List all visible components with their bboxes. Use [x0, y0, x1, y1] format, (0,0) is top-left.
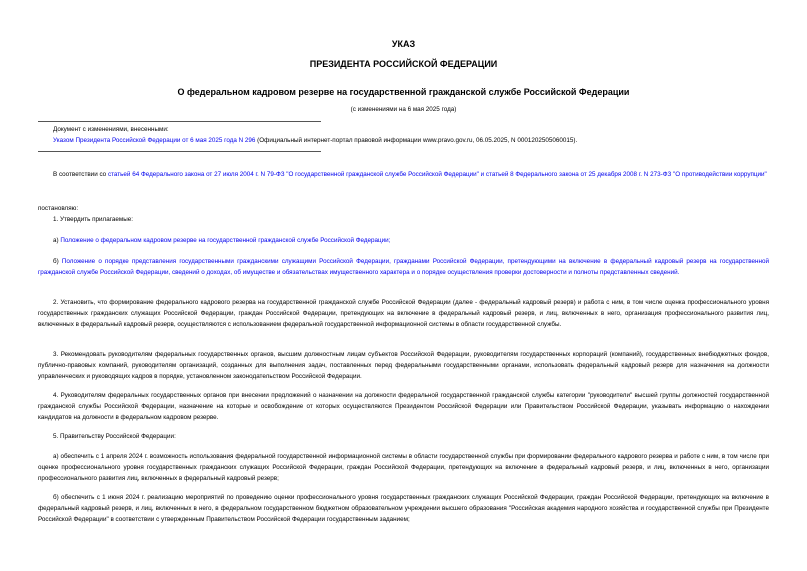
paragraph-2: 2. Установить, что формирование федерального кадрового резерва на государственной гражданской службе Российской Федерации (далее - федеральный кадровый резерв) и работа с ним, в том числе оценка профессионального уровня государственных гражданских служащих Российской Федерации, граждан Российской Федерации, претендующих на включение в федеральный кадровый резерв, и лиц, включенных в него, организация профессионального развития лиц, включенных в федеральный кадровый резерв, осуществляются с использованием федеральной государственной информационной системы в области государственной службы. — [38, 299, 769, 328]
preamble-prefix: В соответствии со — [53, 171, 108, 178]
preamble — [38, 170, 769, 181]
paragraph-1: 1. Утвердить прилагаемые: — [53, 216, 133, 223]
editions-intro: Документ с изменениями, внесенными: — [53, 126, 169, 133]
editions-source: (Официальный интернет-портал правовой информации www.pravo.gov.ru, 06.05.2025, N 0001202505060015). — [255, 137, 578, 144]
paragraph-1a-prefix: а) — [53, 237, 61, 244]
paragraph-5b: б) обеспечить с 1 июня 2024 г. реализацию мероприятий по проведению оценки профессионального уровня государственных гражданских служащих Российской Федерации, граждан Российской Федерации, претендующих на включение в федеральный кадровый резерв, и лиц, включенных в него, в федеральном государственном бюджетном образовательном учреждении высшего образования "Российская академия народного хозяйства и государственной службы при Президенте Российской Федерации" в соответствии с утвержденным Правительством Российской Федерации государственным заданием; — [38, 494, 769, 523]
legal-basis-link[interactable]: статьей 64 Федерального закона от 27 июля 2004 г. N 79-ФЗ "О государственной гражданской службе Российской Федерации" и статьей 8 Федерального закона от 25 декабря 2008 г. N 273-ФЗ "О противодействии коррупции" — [107, 171, 767, 178]
divider-top — [38, 121, 321, 122]
paragraph-4: 4. Руководителям федеральных государственных органов при внесении предложений о назначении на должности федеральной государственной гражданской службы категории "руководители" высшей группы должностей государственной гражданской службы Российской Федерации, назначение на которые и освобождение от которых осуществляются Президентом Российской Федерации или Правительством Российской Федерации, указывать информацию о нахождении кандидатов на должности в федеральном кадровом резерве. — [38, 392, 769, 421]
paragraph-3: 3. Рекомендовать руководителям федеральных государственных органов, высшим должностным лицам субъектов Российской Федерации, руководителям государственных корпораций (компаний), государственных внебюджетных фондов, публично-правовых компаний, руководителям организаций, созданных для выполнения задач, поставленных перед федеральными государственными органами, использовать федеральный кадровый резерв для назначения на должности управленческих и руководящих кадров в порядке, установленном законодательством Российской Федерации. — [38, 351, 769, 380]
regulation-income-link[interactable]: Положение о порядке представления государственными гражданскими служащими Российской Федерации, гражданами Российской Федерации, претендующими на включение в федеральный кадровый резерв на государственной гражданской службе Российской Федерации, сведений о доходах, об имуществе и обязательствах имущественного характера и о порядке осуществления проверки достоверности и полноты представленных сведений. — [38, 258, 770, 276]
document-title: УКАЗ — [391, 39, 416, 49]
paragraph-5: 5. Правительству Российской Федерации: — [53, 433, 176, 440]
divider-bottom — [38, 151, 321, 152]
paragraph-1b — [38, 257, 769, 279]
regulation-reserve-link[interactable]: Положение о федеральном кадровом резерве на государственной гражданской службе Российской Федерации; — [60, 237, 391, 244]
document-heading: О федеральном кадровом резерве на государственной гражданской службе Российской Федерации — [177, 87, 630, 97]
amendment-note: (с изменениями на 6 мая 2025 года) — [350, 106, 457, 113]
paragraph-1a — [38, 236, 769, 247]
paragraph-1b-prefix: б) — [53, 258, 62, 265]
amending-decree-link[interactable]: Указом Президента Российской Федерации от 6 мая 2025 года N 296 — [53, 137, 256, 144]
editions-line — [53, 137, 577, 145]
paragraph-5a: а) обеспечить с 1 апреля 2024 г. возможность использования федеральной государственной информационной системы в области государственной службы при формировании федерального кадрового резерва и работе с ним, в том числе при оценке профессионального уровня государственных гражданских служащих Российской Федерации, граждан Российской Федерации, претендующих на включение в федеральный кадровый резерв, и лиц, включенных в него, организации профессионального развития лиц, включенных в федеральный кадровый резерв; — [38, 453, 769, 482]
document-issuer: ПРЕЗИДЕНТА РОССИЙСКОЙ ФЕДЕРАЦИИ — [309, 59, 498, 69]
decree-word: постановляю: — [38, 205, 79, 212]
